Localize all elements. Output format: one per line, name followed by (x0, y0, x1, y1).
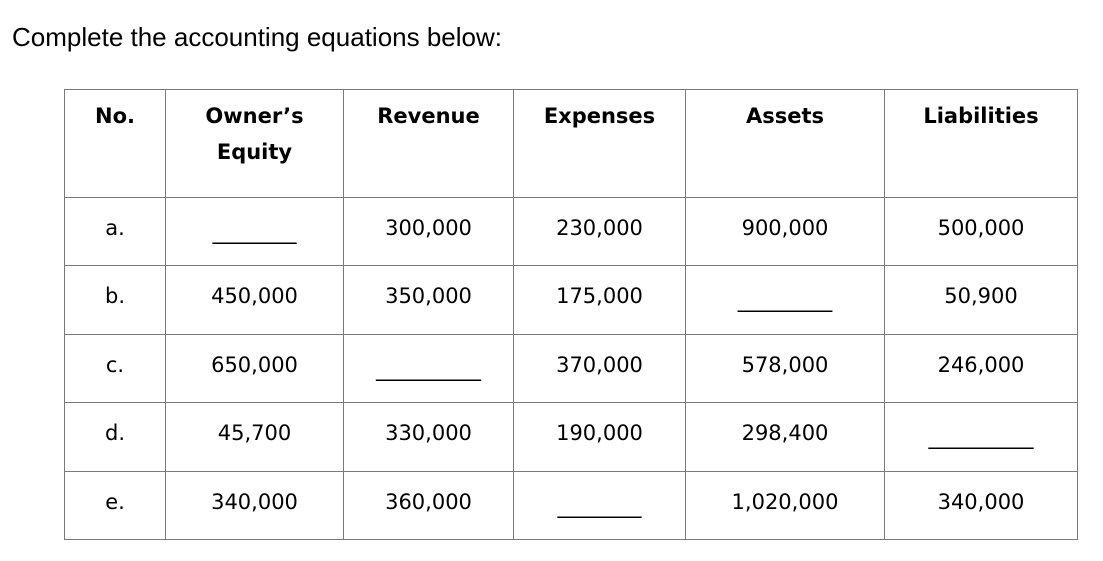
header-owners-equity: Owner’s Equity (166, 90, 344, 198)
row-label: b. (65, 266, 166, 334)
assets-cell: 578,000 (686, 334, 885, 402)
expenses-cell: 175,000 (514, 266, 686, 334)
header-row (65, 90, 1078, 198)
owners-equity-cell: 340,000 (166, 471, 344, 539)
assets-cell: 298,400 (686, 403, 885, 471)
owners-equity-cell: 450,000 (166, 266, 344, 334)
table-row (65, 198, 1078, 266)
liabilities-cell: 500,000 (885, 198, 1078, 266)
expenses-cell: 370,000 (514, 334, 686, 402)
header-assets: Assets (686, 90, 885, 198)
accounting-equations-table (64, 89, 1078, 540)
expenses-cell: 230,000 (514, 198, 686, 266)
revenue-cell: 350,000 (344, 266, 514, 334)
row-label: d. (65, 403, 166, 471)
header-no: No. (65, 90, 166, 198)
row-label: c. (65, 334, 166, 402)
header-expenses: Expenses (514, 90, 686, 198)
assets-cell: 1,020,000 (686, 471, 885, 539)
table-row (65, 471, 1078, 539)
assets-cell: 900,000 (686, 198, 885, 266)
answer-blank: ________ (166, 198, 344, 266)
table-row (65, 403, 1078, 471)
revenue-cell: 330,000 (344, 403, 514, 471)
row-label: a. (65, 198, 166, 266)
revenue-cell: 300,000 (344, 198, 514, 266)
instruction-text: Complete the accounting equations below: (12, 22, 502, 52)
table-row (65, 334, 1078, 402)
header-revenue: Revenue (344, 90, 514, 198)
expenses-cell: 190,000 (514, 403, 686, 471)
liabilities-cell: 246,000 (885, 334, 1078, 402)
liabilities-cell: 50,900 (885, 266, 1078, 334)
owners-equity-cell: 650,000 (166, 334, 344, 402)
table-row (65, 266, 1078, 334)
owners-equity-cell: 45,700 (166, 403, 344, 471)
liabilities-cell: 340,000 (885, 471, 1078, 539)
header-liabilities: Liabilities (885, 90, 1078, 198)
row-label: e. (65, 471, 166, 539)
revenue-cell: 360,000 (344, 471, 514, 539)
answer-blank: _________ (686, 266, 885, 334)
answer-blank: __________ (344, 334, 514, 402)
answer-blank: ________ (514, 471, 686, 539)
answer-blank: __________ (885, 403, 1078, 471)
